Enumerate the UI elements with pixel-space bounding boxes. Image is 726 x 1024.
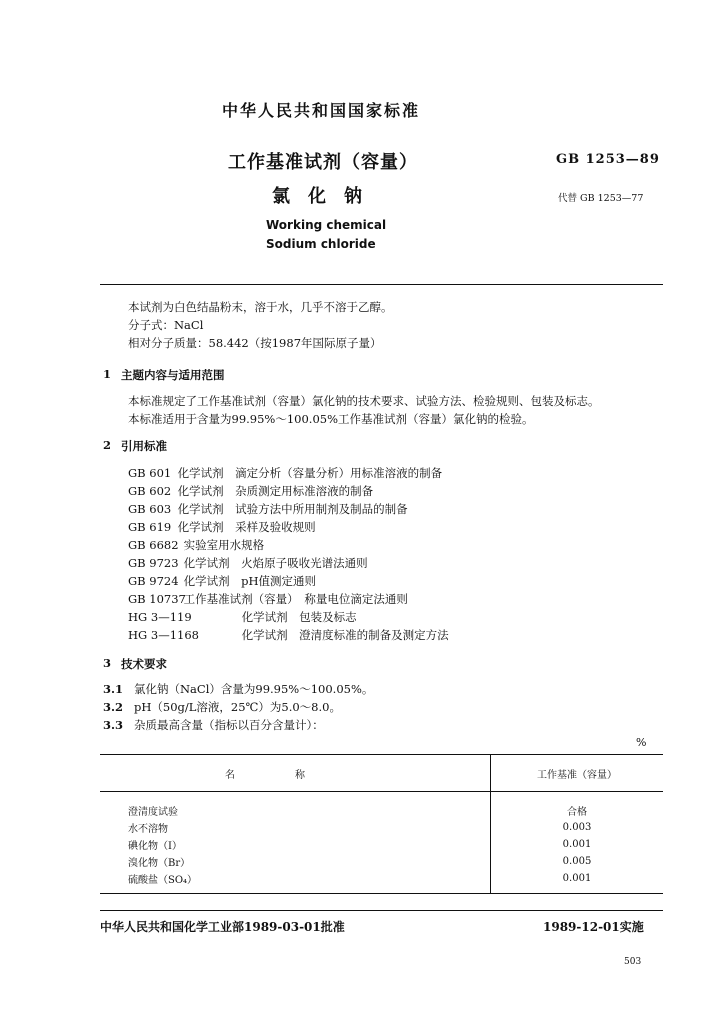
table-row bbox=[100, 836, 663, 853]
requirement-text: pH（50g/L溶液，25℃）为5.0～8.0。 bbox=[133, 700, 341, 714]
reference-code: HG 3—119 bbox=[128, 610, 192, 624]
reference-item bbox=[128, 519, 316, 535]
reference-code: GB 9723 bbox=[128, 556, 179, 570]
reference-title: 化学试剂 滴定分析（容量分析）用标准溶液的制备 bbox=[177, 466, 443, 480]
reference-title: 化学试剂 试验方法中所用制剂及制品的制备 bbox=[177, 502, 408, 516]
impurity-name: 硫酸盐（SO₄） bbox=[100, 870, 491, 894]
impurity-value: 0.001 bbox=[491, 870, 664, 894]
reference-code: GB 6682 bbox=[128, 538, 179, 552]
reference-code: HG 3—1168 bbox=[128, 628, 199, 642]
reference-title: 化学试剂 澄清度标准的制备及测定方法 bbox=[241, 628, 449, 642]
reference-item bbox=[128, 573, 316, 589]
reference-code: GB 602 bbox=[128, 484, 172, 498]
section-3-title: 技术要求 bbox=[121, 657, 167, 671]
reference-title: 实验室用水规格 bbox=[183, 538, 265, 552]
impurity-value: 0.001 bbox=[491, 836, 664, 853]
intro-molecular-weight: 相对分子质量：58.442（按1987年国际原子量） bbox=[128, 336, 382, 350]
table-row bbox=[100, 819, 663, 836]
reference-code: GB 601 bbox=[128, 466, 172, 480]
reference-item bbox=[128, 555, 368, 571]
column-header-value: 工作基准（容量） bbox=[491, 755, 664, 792]
english-title-line-2: Sodium chloride bbox=[266, 237, 376, 251]
impurity-name: 溴化物（Br） bbox=[128, 858, 191, 869]
table-row bbox=[100, 853, 663, 870]
requirement-item bbox=[103, 698, 341, 716]
requirement-text: 杂质最高含量（指标以百分含量计）： bbox=[133, 718, 324, 732]
reference-code: GB 9724 bbox=[128, 574, 179, 588]
reference-title: 化学试剂 包装及标志 bbox=[241, 610, 357, 624]
impurity-name: 水不溶物 bbox=[128, 824, 168, 835]
standard-subtitle: 氯化钠 bbox=[272, 186, 380, 207]
section-1-number: 1 bbox=[103, 367, 112, 381]
impurity-value: 0.003 bbox=[491, 819, 664, 836]
requirement-item bbox=[103, 716, 324, 734]
section-3-number: 3 bbox=[103, 656, 112, 670]
impurity-name: 澄清度试验 bbox=[128, 807, 178, 818]
requirement-number: 3.2 bbox=[103, 700, 124, 714]
reference-item bbox=[128, 591, 408, 607]
table-row bbox=[100, 792, 663, 820]
reference-title: 化学试剂 火焰原子吸收光谱法通则 bbox=[183, 556, 368, 570]
page-number: 503 bbox=[624, 957, 642, 967]
standard-number: GB 1253—89 bbox=[556, 152, 660, 167]
reference-item bbox=[128, 465, 442, 481]
standard-title: 工作基准试剂（容量） bbox=[228, 152, 418, 173]
reference-item bbox=[128, 537, 264, 553]
reference-code: GB 603 bbox=[128, 502, 172, 516]
header-divider bbox=[100, 284, 663, 285]
section-1-paragraph-1: 本标准规定了工作基准试剂（容量）氯化钠的技术要求、试验方法、检验规则、包装及标志。 bbox=[128, 394, 600, 408]
effective-date: 1989-12-01实施 bbox=[543, 920, 644, 934]
column-header-name: 名称 bbox=[100, 755, 491, 792]
requirement-number: 3.3 bbox=[103, 718, 124, 732]
approval-note: 中华人民共和国化学工业部1989-03-01批准 bbox=[100, 920, 345, 934]
impurity-table bbox=[100, 754, 663, 894]
replaces-note: 代替 GB 1253—77 bbox=[558, 193, 644, 204]
section-2-number: 2 bbox=[103, 438, 112, 452]
section-1-paragraph-2: 本标准适用于含量为99.95%～100.05%工作基准试剂（容量）氯化钠的检验。 bbox=[128, 412, 534, 426]
reference-code: GB 619 bbox=[128, 520, 172, 534]
table-row bbox=[100, 870, 663, 894]
intro-formula: 分子式：NaCl bbox=[128, 318, 204, 332]
footer-divider bbox=[100, 910, 663, 911]
impurity-name: 碘化物（I） bbox=[128, 841, 182, 852]
reference-item bbox=[128, 501, 408, 517]
reference-title: 工作基准试剂（容量） 称量电位滴定法通则 bbox=[183, 592, 408, 606]
reference-title: 化学试剂 采样及验收规则 bbox=[177, 520, 316, 534]
reference-item bbox=[128, 483, 373, 499]
section-2-title: 引用标准 bbox=[121, 439, 167, 453]
requirement-number: 3.1 bbox=[103, 682, 124, 696]
impurity-value: 合格 bbox=[491, 792, 664, 820]
reference-item bbox=[128, 627, 449, 643]
impurity-value: 0.005 bbox=[491, 853, 664, 870]
table-unit: % bbox=[636, 736, 647, 749]
requirement-item bbox=[103, 680, 373, 698]
table-header-row bbox=[100, 755, 663, 792]
english-title-line-1: Working chemical bbox=[266, 218, 387, 232]
reference-code: GB 10737 bbox=[128, 592, 186, 606]
section-1-title: 主题内容与适用范围 bbox=[121, 368, 225, 382]
reference-item bbox=[128, 609, 357, 625]
issuing-body: 中华人民共和国国家标准 bbox=[222, 101, 421, 120]
reference-title: 化学试剂 pH值测定通则 bbox=[183, 574, 317, 588]
intro-description: 本试剂为白色结晶粉末，溶于水，几乎不溶于乙醇。 bbox=[128, 300, 393, 314]
requirement-text: 氯化钠（NaCl）含量为99.95%～100.05%。 bbox=[133, 682, 374, 696]
reference-title: 化学试剂 杂质测定用标准溶液的制备 bbox=[177, 484, 374, 498]
